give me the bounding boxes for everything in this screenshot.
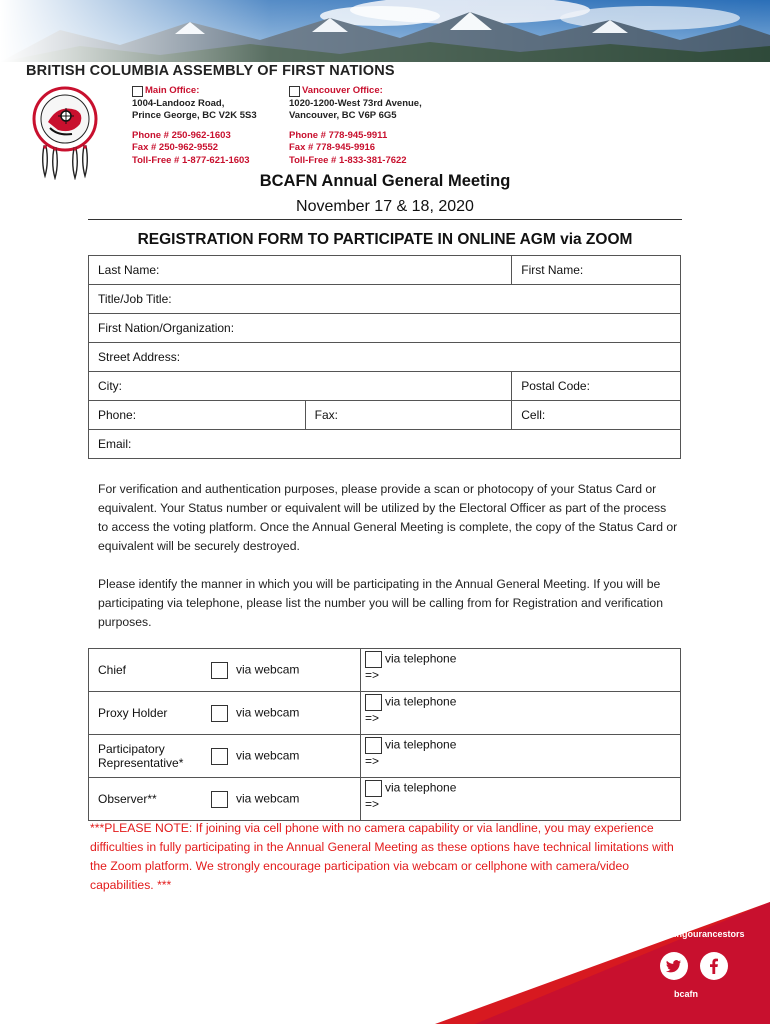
phone-field[interactable]: [89, 401, 306, 430]
participation-row-proxy-holder: [89, 692, 681, 735]
city-field[interactable]: [89, 372, 512, 401]
first-name-field[interactable]: [512, 256, 681, 285]
header-banner-image: [0, 0, 770, 62]
telephone-arrow: =>: [365, 711, 380, 725]
telephone-checkbox[interactable]: [365, 694, 382, 711]
main-office-address-line2: Prince George, BC V2K 5S3: [132, 110, 257, 121]
street-address-label: Street Address:: [98, 350, 181, 364]
vancouver-office-tollfree: Toll-Free # 1-833-381-7622: [289, 154, 407, 166]
organization-label: First Nation/Organization:: [98, 321, 235, 335]
role-label: Observer**: [89, 778, 203, 821]
fax-field[interactable]: [305, 401, 512, 430]
webcam-label: via webcam: [236, 748, 300, 763]
telephone-label: via telephone: [385, 651, 457, 666]
webcam-checkbox[interactable]: [211, 748, 228, 765]
telephone-arrow: =>: [365, 668, 380, 682]
participation-row-chief: [89, 649, 681, 692]
organization-name: BRITISH COLUMBIA ASSEMBLY OF FIRST NATIONS: [26, 63, 395, 79]
telephone-label: via telephone: [385, 694, 457, 709]
organization-field[interactable]: [89, 314, 681, 343]
last-name-field[interactable]: [89, 256, 512, 285]
main-office-address-line1: 1004-Landooz Road,: [132, 97, 225, 109]
form-title: REGISTRATION FORM TO PARTICIPATE IN ONLINE AGM via ZOOM: [137, 231, 633, 248]
verification-paragraph: For verification and authentication purposes, please provide a scan or photocopy of your Status Card or equivalent. Your Status number or equivalent will be utilized by the Electoral Officer as part of the process to access the voting platform. Once the Annual General Meeting is complete, the copy of the Status Card or equivalent will be securely destroyed.: [98, 482, 678, 553]
vancouver-office-fax: Fax # 778-945-9916: [289, 142, 376, 153]
street-address-field[interactable]: [89, 343, 681, 372]
city-label: City:: [98, 379, 122, 393]
participation-row-observer: [89, 778, 681, 821]
role-label: Proxy Holder: [89, 692, 203, 735]
participation-instructions: Please identify the manner in which you will be participating in the Annual General Meeting. If you will be participating via telephone, please list the number you will be calling from for Registration and verification purposes.: [98, 577, 663, 629]
first-name-label: First Name:: [521, 263, 584, 277]
registration-fields-table: [88, 255, 681, 459]
fax-label: Fax:: [314, 408, 338, 422]
cell-label: Cell:: [521, 408, 546, 422]
main-office-fax: Fax # 250-962-9552: [132, 142, 219, 153]
meeting-dates: November 17 & 18, 2020: [296, 198, 474, 215]
cell-field[interactable]: [512, 401, 681, 430]
vancouver-office-address-line1: 1020-1200-West 73rd Avenue,: [289, 97, 422, 109]
vancouver-office-block: [289, 85, 422, 167]
webcam-checkbox[interactable]: [211, 705, 228, 722]
webcam-label: via webcam: [236, 662, 300, 677]
vancouver-office-checkbox[interactable]: [289, 86, 300, 97]
telephone-checkbox[interactable]: [365, 780, 382, 797]
vancouver-office-address-line2: Vancouver, BC V6P 6G5: [289, 110, 397, 121]
twitter-icon[interactable]: [660, 952, 688, 980]
participation-row-representative: [89, 735, 681, 778]
webcam-checkbox[interactable]: [211, 791, 228, 808]
participation-table: [88, 648, 681, 821]
email-label: Email:: [98, 437, 132, 451]
role-label: Chief: [89, 649, 203, 692]
main-office-block: [132, 85, 257, 167]
main-office-label: Main Office:: [145, 85, 200, 96]
last-name-label: Last Name:: [98, 263, 160, 277]
bcafn-handle: bcafn: [674, 989, 699, 999]
telephone-checkbox[interactable]: [365, 651, 382, 668]
webcam-checkbox[interactable]: [211, 662, 228, 679]
webcam-label: via webcam: [236, 705, 300, 720]
meeting-title: BCAFN Annual General Meeting: [259, 172, 511, 190]
telephone-arrow: =>: [365, 754, 380, 768]
vancouver-office-label: Vancouver Office:: [302, 85, 383, 96]
facebook-icon[interactable]: [700, 952, 728, 980]
job-title-field[interactable]: [89, 285, 681, 314]
please-note-warning: ***PLEASE NOTE: If joining via cell phone with no camera capability or via landline, you may experience difficulties in fully participating in the Annual General Meeting as these options have technical limitations with the Zoom platform. We strongly encourage participation via webcam or cellphone with camera/video capabilities. ***: [90, 821, 674, 892]
telephone-label: via telephone: [385, 780, 457, 795]
bcafn-logo: [28, 84, 102, 180]
telephone-checkbox[interactable]: [365, 737, 382, 754]
title-divider: [88, 219, 682, 220]
main-office-phone: Phone # 250-962-1603: [132, 129, 231, 141]
phone-label: Phone:: [98, 408, 137, 422]
hashtag-text: #honouringourancestors: [638, 929, 745, 939]
telephone-arrow: =>: [365, 797, 380, 811]
postal-code-label: Postal Code:: [521, 379, 590, 393]
vancouver-office-phone: Phone # 778-945-9911: [289, 129, 388, 141]
webcam-label: via webcam: [236, 791, 300, 806]
email-field[interactable]: [89, 430, 681, 459]
role-label: Participatory Representative*: [89, 735, 203, 778]
main-office-tollfree: Toll-Free # 1-877-621-1603: [132, 154, 250, 166]
main-office-checkbox[interactable]: [132, 86, 143, 97]
job-title-label: Title/Job Title:: [98, 292, 172, 306]
postal-code-field[interactable]: [512, 372, 681, 401]
telephone-label: via telephone: [385, 737, 457, 752]
